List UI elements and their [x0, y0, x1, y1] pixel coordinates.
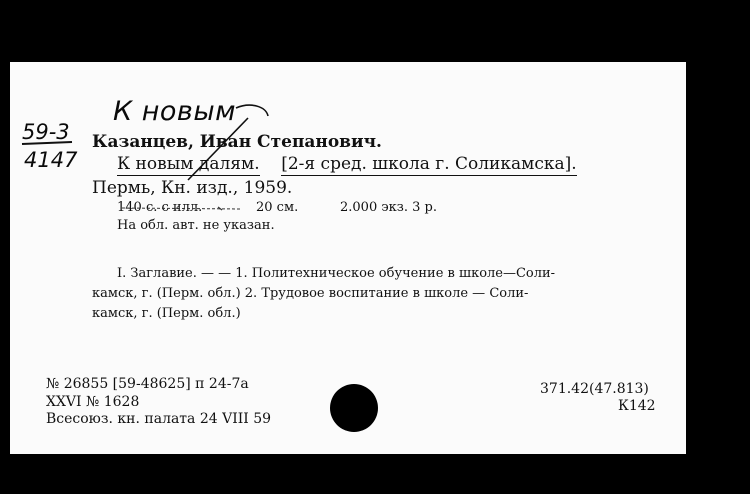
- call-number-bottom: 4147: [24, 148, 78, 172]
- note-line: На обл. авт. не указан.: [117, 218, 275, 233]
- title-gap: [265, 154, 276, 174]
- author-heading: Казанцев, Иван Степанович.: [92, 132, 382, 152]
- handwritten-title: К новым: [113, 96, 237, 127]
- tracing-line-1: I. Заглавие. — — 1. Политехническое обучение в школе—Соли-: [117, 266, 556, 281]
- author-mark: К142: [618, 398, 656, 414]
- catalog-card: [10, 62, 686, 454]
- tracing-line-3: камск, г. (Перм. обл.): [92, 306, 241, 321]
- title-extra: [2-я сред. школа г. Соликамска].: [281, 154, 577, 174]
- tracing-line-2: камск, г. (Перм. обл.) 2. Трудовое воспитание в школе — Соли-: [92, 286, 529, 301]
- punch-hole: [330, 384, 378, 432]
- title-line: [117, 156, 577, 173]
- physical-size: 20 см.: [256, 200, 299, 215]
- publication-line: Пермь, Кн. изд., 1959.: [92, 178, 293, 198]
- tick-mark: [218, 207, 222, 210]
- footer-left-line-3: Всесоюз. кн. палата 24 VIII 59: [46, 411, 272, 427]
- physical-pages: 140 с. с илл.: [117, 200, 203, 215]
- classification-number: 371.42(47.813): [540, 381, 649, 397]
- call-number-top: 59-3: [22, 120, 70, 144]
- title-main: К новым далям.: [117, 154, 260, 174]
- physical-copies: 2.000 экз. 3 р.: [340, 200, 437, 215]
- handwritten-flourish: [236, 105, 268, 116]
- footer-left-line-2: XXVI № 1628: [46, 394, 140, 410]
- footer-left-line-1: № 26855 [59-48625] п 24-7а: [46, 376, 249, 392]
